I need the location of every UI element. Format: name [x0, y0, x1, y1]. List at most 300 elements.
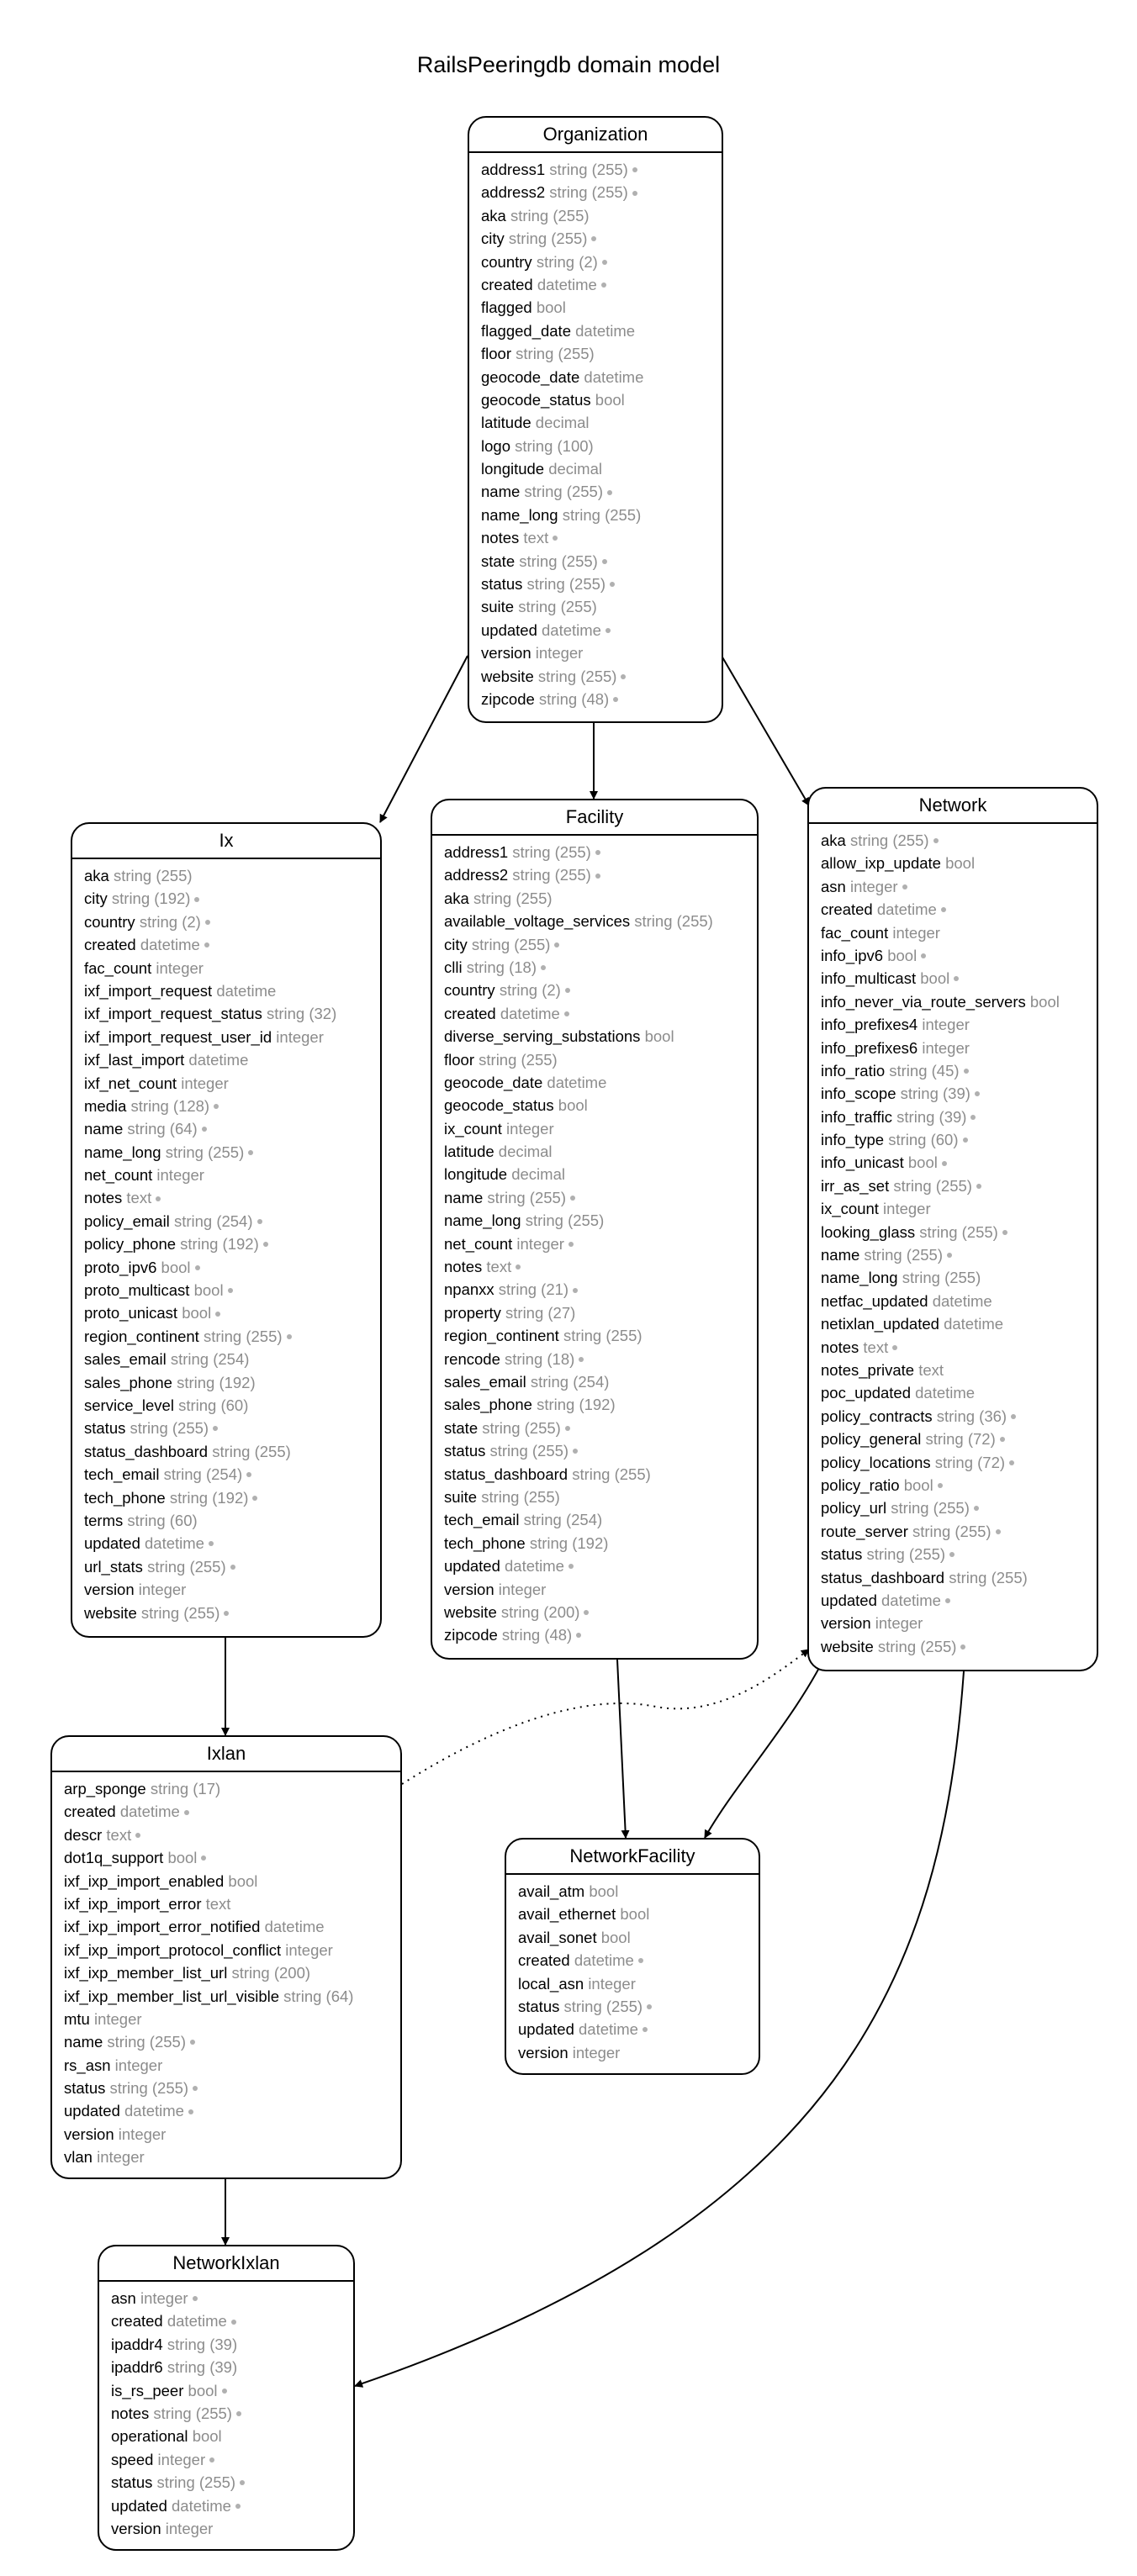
relation-network-to-networkfacility	[705, 1644, 831, 1838]
attribute-row	[481, 480, 722, 503]
attribute-row	[481, 388, 722, 411]
attribute-row	[821, 1266, 1097, 1289]
attribute-type: integer	[165, 2519, 214, 2537]
attribute-name: geocode_date	[444, 1073, 543, 1091]
attribute-name: version	[111, 2519, 161, 2537]
attribute-type: string (60)	[127, 1511, 198, 1529]
attribute-type: string (255)	[849, 831, 929, 849]
attribute-type: string (64)	[283, 1987, 354, 2005]
attribute-row	[111, 2494, 353, 2517]
attribute-name: url_stats	[84, 1557, 143, 1576]
attribute-row	[444, 1209, 757, 1232]
attribute-name: arp_sponge	[64, 1780, 146, 1797]
attribute-name: version	[821, 1614, 871, 1633]
attribute-type: string (255)	[479, 1050, 558, 1069]
attribute-name: status	[444, 1442, 486, 1460]
attribute-row	[518, 1949, 759, 1972]
attribute-name: policy_contracts	[821, 1407, 933, 1425]
attribute-name: address1	[481, 161, 546, 178]
attribute-name: rencode	[444, 1349, 500, 1368]
attribute-type: string (60)	[888, 1131, 959, 1149]
attribute-type: string (17)	[150, 1780, 221, 1797]
attribute-name: longitude	[481, 460, 545, 478]
attribute-type: integer	[97, 2148, 145, 2167]
attribute-type: string (255)	[512, 866, 591, 884]
attribute-row	[64, 1961, 400, 1984]
attribute-row	[821, 1059, 1097, 1082]
attribute-row	[481, 366, 722, 388]
attribute-name: floor	[444, 1050, 474, 1069]
attribute-name: aka	[84, 867, 109, 884]
required-marker-icon	[1000, 1437, 1005, 1442]
attribute-type: datetime	[505, 1557, 564, 1576]
attribute-name: state	[481, 552, 516, 570]
attribute-name: name	[821, 1246, 860, 1264]
attribute-row	[84, 1026, 380, 1048]
attribute-row	[444, 1601, 757, 1623]
attribute-type: string (255)	[109, 2079, 189, 2098]
attribute-name: policy_email	[84, 1211, 170, 1230]
required-marker-icon	[135, 1833, 140, 1838]
attribute-type: string (255)	[563, 1327, 643, 1345]
required-marker-icon	[263, 1242, 268, 1247]
required-marker-icon	[541, 965, 546, 970]
attribute-type: string (255)	[912, 1522, 992, 1540]
attribute-type: string (255)	[156, 2473, 236, 2492]
attribute-type: string (255)	[891, 1499, 970, 1518]
required-marker-icon	[570, 1196, 575, 1201]
attribute-type: string (200)	[500, 1602, 580, 1621]
required-marker-icon	[257, 1219, 262, 1224]
attribute-type: integer	[156, 1166, 204, 1185]
attribute-type: datetime	[542, 620, 601, 639]
attribute-row	[84, 911, 380, 933]
required-marker-icon	[188, 2109, 193, 2114]
attribute-name: ixf_ixp_member_list_url	[64, 1964, 228, 1982]
relation-organization-to-network	[722, 656, 809, 805]
attribute-row	[481, 251, 722, 273]
required-marker-icon	[215, 1312, 220, 1317]
attribute-name: ix_count	[821, 1200, 879, 1218]
attribute-name: looking_glass	[821, 1222, 916, 1241]
required-marker-icon	[252, 1496, 257, 1501]
attribute-type: datetime	[500, 1004, 560, 1022]
attribute-row	[84, 1256, 380, 1279]
attribute-type: integer	[883, 1200, 931, 1218]
attribute-name: name_long	[821, 1269, 898, 1287]
attribute-name: website	[84, 1603, 137, 1622]
required-marker-icon	[579, 1357, 584, 1362]
attribute-name: asn	[821, 877, 846, 895]
attribute-name: ixf_ixp_import_enabled	[64, 1871, 225, 1890]
attribute-name: status_dashboard	[821, 1568, 945, 1586]
required-marker-icon	[236, 2411, 241, 2416]
required-marker-icon	[606, 628, 611, 633]
attribute-name: proto_ipv6	[84, 1258, 157, 1276]
attribute-row	[444, 1002, 757, 1025]
attribute-name: status	[481, 575, 523, 594]
attribute-name: suite	[444, 1487, 478, 1506]
attribute-type: datetime	[145, 1534, 204, 1553]
attribute-name: poc_updated	[821, 1384, 911, 1402]
attribute-name: region_continent	[444, 1327, 559, 1345]
attribute-type: text	[523, 529, 549, 547]
attribute-row	[84, 887, 380, 910]
attribute-row	[84, 1141, 380, 1164]
attribute-list	[506, 1875, 759, 2064]
attribute-row	[84, 1072, 380, 1095]
attribute-name: name_long	[84, 1143, 161, 1161]
attribute-type: string (255)	[165, 1143, 245, 1161]
attribute-type: integer	[93, 2009, 142, 2028]
attribute-row	[444, 1140, 757, 1163]
attribute-row	[111, 2333, 353, 2356]
attribute-name: version	[84, 1581, 135, 1599]
attribute-name: city	[84, 889, 108, 908]
attribute-type: string (255)	[130, 1419, 209, 1438]
attribute-type: string (72)	[925, 1430, 996, 1449]
attribute-name: name	[444, 1188, 484, 1206]
attribute-name: policy_locations	[821, 1453, 931, 1471]
attribute-row	[821, 829, 1097, 852]
attribute-row	[518, 1880, 759, 1903]
attribute-row	[111, 2379, 353, 2402]
required-marker-icon	[974, 1506, 979, 1511]
attribute-row	[821, 1381, 1097, 1404]
attribute-name: notes	[111, 2404, 150, 2422]
attribute-name: name_long	[481, 505, 558, 524]
required-marker-icon	[613, 697, 618, 702]
attribute-type: string (48)	[538, 689, 610, 708]
required-marker-icon	[287, 1334, 292, 1339]
attribute-type: string (255)	[518, 598, 597, 616]
entity-name: Organization	[469, 118, 722, 153]
required-marker-icon	[602, 260, 607, 265]
attribute-name: city	[444, 935, 468, 953]
attribute-type: integer	[276, 1027, 324, 1046]
attribute-name: name	[481, 483, 521, 501]
required-marker-icon	[573, 1449, 578, 1454]
attribute-name: status	[64, 2079, 106, 2098]
attribute-name: ixf_import_request_status	[84, 1005, 262, 1023]
attribute-row	[64, 2077, 400, 2099]
attribute-name: updated	[64, 2102, 120, 2120]
attribute-row	[821, 1543, 1097, 1565]
attribute-name: info_prefixes4	[821, 1016, 918, 1034]
attribute-name: latitude	[481, 414, 531, 432]
attribute-name: version	[481, 644, 531, 662]
attribute-name: logo	[481, 436, 510, 455]
required-marker-icon	[892, 1345, 897, 1350]
attribute-row	[821, 1589, 1097, 1612]
entity-networkixlan	[98, 2245, 355, 2551]
attribute-name: dot1q_support	[64, 1849, 164, 1867]
attribute-row	[821, 1451, 1097, 1474]
attribute-type: datetime	[881, 1591, 941, 1609]
required-marker-icon	[194, 897, 199, 902]
attribute-row	[481, 319, 722, 342]
attribute-type: string (60)	[178, 1396, 249, 1414]
attribute-name: info_scope	[821, 1085, 896, 1103]
attribute-type: string (255)	[473, 889, 553, 907]
attribute-name: updated	[518, 2020, 574, 2039]
attribute-row	[821, 1290, 1097, 1312]
attribute-type: string (255)	[212, 1442, 291, 1460]
required-marker-icon	[214, 1104, 219, 1109]
attribute-type: datetime	[574, 1951, 634, 1970]
attribute-type: text	[863, 1338, 889, 1356]
attribute-name: name	[84, 1120, 124, 1138]
attribute-name: aka	[821, 831, 846, 849]
attribute-row	[84, 1532, 380, 1555]
attribute-row	[444, 1324, 757, 1347]
attribute-type: text	[126, 1189, 152, 1207]
attribute-row	[84, 1509, 380, 1532]
attribute-name: ixf_ixp_member_list_url_visible	[64, 1987, 280, 2005]
required-marker-icon	[1011, 1414, 1016, 1419]
required-marker-icon	[246, 1472, 251, 1477]
attribute-row	[821, 1175, 1097, 1197]
attribute-row	[64, 2123, 400, 2146]
attribute-row	[481, 526, 722, 549]
attribute-type: string (255)	[510, 206, 590, 224]
required-marker-icon	[942, 1161, 947, 1166]
attribute-row	[821, 1520, 1097, 1543]
attribute-type: integer	[572, 2043, 621, 2061]
attribute-name: netfac_updated	[821, 1291, 928, 1310]
attribute-name: status	[518, 1997, 560, 2015]
required-marker-icon	[213, 1426, 218, 1431]
attribute-row	[444, 1025, 757, 1048]
attribute-name: notes	[444, 1258, 483, 1276]
attribute-type: bool	[192, 2427, 222, 2446]
attribute-name: clli	[444, 958, 463, 976]
attribute-row	[111, 2517, 353, 2540]
attribute-name: local_asn	[518, 1974, 584, 1993]
attribute-type: bool	[620, 1905, 650, 1924]
required-marker-icon	[933, 838, 939, 843]
attribute-name: address2	[444, 866, 509, 884]
attribute-name: notes	[84, 1189, 123, 1207]
entity-organization	[468, 116, 723, 723]
attribute-row	[444, 933, 757, 956]
required-marker-icon	[565, 1426, 570, 1431]
attribute-type: string (45)	[889, 1061, 960, 1079]
attribute-row	[444, 863, 757, 886]
attribute-type: datetime	[579, 2020, 638, 2039]
attribute-name: media	[84, 1096, 127, 1115]
attribute-row	[444, 1071, 757, 1094]
attribute-name: sales_phone	[84, 1373, 172, 1391]
attribute-row	[444, 1348, 757, 1370]
attribute-row	[481, 457, 722, 480]
attribute-name: route_server	[821, 1522, 908, 1540]
attribute-type: bool	[228, 1871, 258, 1890]
attribute-type: integer	[922, 1038, 970, 1057]
required-marker-icon	[954, 976, 959, 981]
attribute-list	[99, 2282, 353, 2540]
attribute-name: aka	[481, 206, 506, 224]
attribute-row	[821, 1197, 1097, 1220]
attribute-row	[444, 1508, 757, 1531]
attribute-name: ixf_net_count	[84, 1074, 177, 1092]
required-marker-icon	[643, 2027, 648, 2032]
attribute-row	[444, 1463, 757, 1486]
required-marker-icon	[621, 674, 626, 679]
attribute-row	[64, 1915, 400, 1938]
attribute-type: string (2)	[139, 912, 201, 931]
attribute-type: bool	[945, 854, 976, 873]
required-marker-icon	[638, 1958, 643, 1963]
attribute-type: string (255)	[147, 1557, 226, 1576]
required-marker-icon	[602, 559, 607, 564]
attribute-row	[444, 1117, 757, 1140]
required-marker-icon	[949, 1552, 955, 1557]
attribute-type: bool	[644, 1027, 674, 1046]
attribute-row	[821, 944, 1097, 967]
required-marker-icon	[222, 2389, 227, 2394]
attribute-type: text	[486, 1258, 512, 1276]
attribute-row	[481, 411, 722, 434]
attribute-name: diverse_serving_substations	[444, 1027, 641, 1046]
required-marker-icon	[963, 1138, 968, 1143]
attribute-name: info_traffic	[821, 1107, 893, 1126]
required-marker-icon	[568, 1564, 574, 1569]
attribute-row	[111, 2287, 353, 2309]
attribute-name: fac_count	[821, 923, 889, 942]
attribute-row	[84, 1417, 380, 1439]
attribute-type: string (192)	[177, 1373, 256, 1391]
attribute-row	[481, 227, 722, 250]
attribute-name: terms	[84, 1511, 124, 1529]
attribute-type: datetime	[140, 936, 200, 954]
attribute-type: string (255)	[893, 1176, 972, 1195]
attribute-type: datetime	[932, 1291, 992, 1310]
attribute-name: avail_atm	[518, 1882, 585, 1900]
attribute-row	[444, 1186, 757, 1209]
attribute-row	[481, 158, 722, 181]
attribute-name: policy_ratio	[821, 1475, 900, 1494]
required-marker-icon	[591, 236, 596, 241]
attribute-list	[432, 836, 757, 1647]
attribute-row	[84, 1279, 380, 1301]
attribute-name: sales_phone	[444, 1396, 532, 1414]
attribute-type: bool	[907, 1153, 938, 1172]
attribute-row	[821, 1221, 1097, 1243]
attribute-name: ix_count	[444, 1119, 502, 1138]
attribute-type: string (255)	[537, 667, 617, 685]
attribute-list	[72, 859, 380, 1624]
attribute-type: bool	[167, 1849, 198, 1867]
attribute-type: datetime	[167, 2312, 227, 2331]
attribute-type: string (39)	[167, 2358, 238, 2377]
attribute-type: integer	[516, 1234, 564, 1253]
attribute-name: version	[518, 2043, 568, 2061]
attribute-row	[84, 1186, 380, 1209]
attribute-name: zipcode	[444, 1626, 498, 1644]
attribute-name: ixf_import_request_user_id	[84, 1027, 272, 1046]
attribute-name: proto_multicast	[84, 1281, 190, 1300]
attribute-row	[64, 2008, 400, 2030]
attribute-name: aka	[444, 889, 469, 907]
attribute-type: integer	[588, 1974, 636, 1993]
attribute-row	[84, 1210, 380, 1233]
attribute-row	[481, 595, 722, 618]
attribute-name: geocode_status	[444, 1096, 554, 1115]
attribute-name: info_type	[821, 1131, 885, 1149]
attribute-type: string (254)	[163, 1465, 243, 1484]
attribute-row	[84, 1486, 380, 1509]
attribute-type: integer	[181, 1074, 229, 1092]
required-marker-icon	[204, 942, 209, 948]
entity-ixlan	[50, 1735, 402, 2179]
attribute-row	[444, 1255, 757, 1278]
attribute-name: info_prefixes6	[821, 1038, 918, 1057]
attribute-row	[84, 979, 380, 1002]
attribute-row	[518, 1995, 759, 2018]
attribute-row	[821, 1474, 1097, 1497]
attribute-name: website	[444, 1602, 497, 1621]
required-marker-icon	[564, 1011, 569, 1016]
attribute-row	[821, 875, 1097, 898]
attribute-type: string (254)	[173, 1211, 253, 1230]
attribute-row	[64, 1939, 400, 1961]
attribute-type: integer	[156, 958, 204, 977]
attribute-row	[444, 1233, 757, 1255]
attribute-type: datetime	[119, 1803, 180, 1821]
attribute-name: notes	[821, 1338, 859, 1356]
attribute-row	[444, 1393, 757, 1416]
attribute-row	[481, 641, 722, 664]
required-marker-icon	[228, 1288, 233, 1293]
required-marker-icon	[201, 1855, 206, 1861]
attribute-row	[518, 2041, 759, 2064]
required-marker-icon	[996, 1529, 1001, 1534]
required-marker-icon	[190, 2040, 195, 2045]
required-marker-icon	[184, 1810, 189, 1815]
attribute-name: info_ratio	[821, 1061, 886, 1079]
attribute-row	[821, 1405, 1097, 1428]
attribute-type: integer	[506, 1119, 554, 1138]
entity-name: Ix	[72, 824, 380, 859]
attribute-name: status	[111, 2473, 153, 2492]
attribute-name: country	[444, 981, 495, 1000]
attribute-row	[444, 1301, 757, 1324]
attribute-type: string (32)	[266, 1005, 337, 1023]
attribute-type: string (255)	[864, 1246, 943, 1264]
attribute-name: updated	[821, 1591, 877, 1609]
attribute-row	[84, 1371, 380, 1394]
entity-name: NetworkIxlan	[99, 2246, 353, 2282]
attribute-type: string (255)	[203, 1327, 283, 1345]
attribute-name: status	[821, 1545, 863, 1564]
attribute-row	[481, 504, 722, 526]
attribute-type: string (255)	[866, 1545, 946, 1564]
attribute-row	[481, 273, 722, 296]
attribute-type: string (255)	[549, 161, 628, 178]
required-marker-icon	[647, 2004, 652, 2009]
required-marker-icon	[632, 167, 637, 172]
attribute-row	[111, 2309, 353, 2332]
attribute-row	[821, 1497, 1097, 1519]
attribute-type: string (72)	[934, 1453, 1006, 1471]
required-marker-icon	[235, 2504, 241, 2509]
required-marker-icon	[970, 1115, 976, 1120]
attribute-name: created	[84, 936, 136, 954]
attribute-row	[84, 1002, 380, 1025]
attribute-name: name_long	[444, 1211, 521, 1230]
attribute-row	[84, 1301, 380, 1324]
